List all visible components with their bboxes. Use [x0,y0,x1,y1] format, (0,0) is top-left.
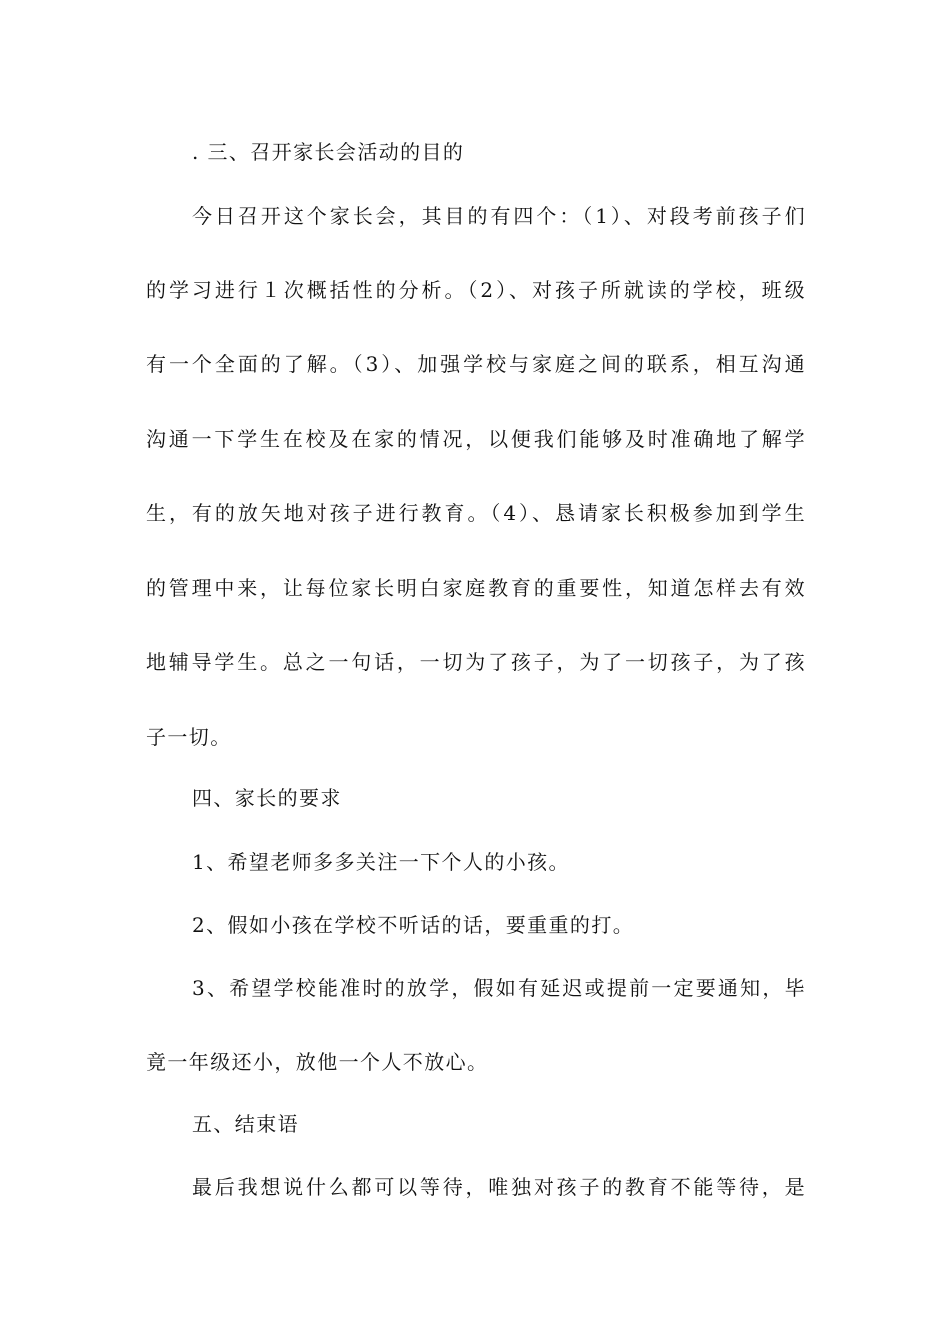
paragraph-line: 的管理中来，让每位家长明白家庭教育的重要性，知道怎样去有效 [146,576,806,600]
list-item: 2、假如小孩在学校不听话的话，要重重的打。 [192,913,635,937]
section-heading-4: 四、家长的要求 [192,786,342,810]
paragraph-line: 最后我想说什么都可以等待，唯独对孩子的教育不能等待，是 [192,1175,806,1199]
list-item: 1、希望老师多多关注一下个人的小孩。 [192,850,570,874]
section-heading-5: 五、结束语 [192,1112,299,1136]
paragraph-line: 子一切。 [146,725,232,749]
paragraph-line: 有一个全面的了解。（3）、加强学校与家庭之间的联系，相互沟通 [146,352,806,376]
paragraph-line: 生，有的放矢地对孩子进行教育。（4）、恳请家长积极参加到学生 [146,501,806,525]
paragraph-line: 今日召开这个家长会，其目的有四个：（1）、对段考前孩子们 [192,204,806,228]
list-item: 3、希望学校能准时的放学，假如有延迟或提前一定要通知，毕 [192,976,806,1000]
paragraph-line: 的学习进行１次概括性的分析。（2）、对孩子所就读的学校，班级 [146,278,806,302]
paragraph-line: 地辅导学生。总之一句话，一切为了孩子，为了一切孩子，为了孩 [146,650,806,674]
paragraph-line: 竟一年级还小，放他一个人不放心。 [146,1050,489,1074]
section-heading-3: . 三、召开家长会活动的目的 [192,140,465,164]
paragraph-line: 沟通一下学生在校及在家的情况，以便我们能够及时准确地了解学 [146,427,806,451]
